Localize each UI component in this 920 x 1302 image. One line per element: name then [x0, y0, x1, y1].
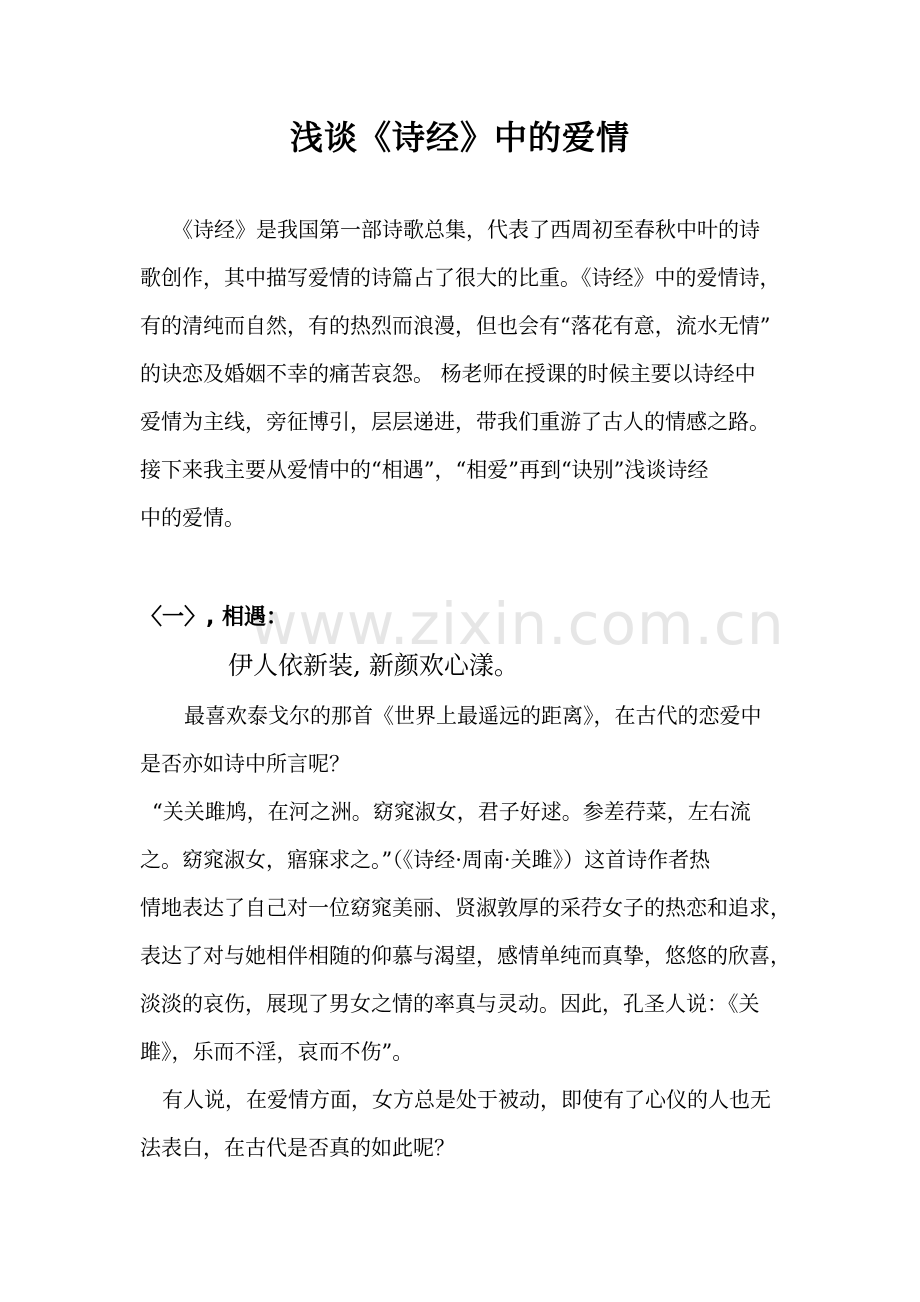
section-paragraph-2	[140, 788, 800, 1076]
paragraph-line: 淡淡的哀伤，展现了男女之情的率真与灵动。因此，孔圣人说：《关	[140, 992, 760, 1016]
intro-line: 接下来我主要从爱情中的“相遇”，“相爱”再到“诀别”浅谈诗经	[140, 458, 709, 482]
intro-line: 歌创作，其中描写爱情的诗篇占了很大的比重。《诗经》中的爱情诗，	[140, 266, 781, 290]
intro-line: 的诀恋及婚姻不幸的痛苦哀怨。 杨老师在授课的时候主要以诗经中	[140, 362, 756, 386]
intro-paragraph	[140, 206, 800, 542]
intro-line: 《诗经》是我国第一部诗歌总集，代表了西周初至春秋中叶的诗	[172, 218, 760, 242]
paragraph-line: 是否亦如诗中所言呢？	[140, 752, 350, 776]
paragraph-line: 雎》，乐而不淫，哀而不伤”。	[140, 1040, 414, 1064]
section-heading: 〈一〉, 相遇：	[140, 605, 289, 630]
paragraph-line: 情地表达了自己对一位窈窕美丽、贤淑敦厚的采荇女子的热恋和追求，	[140, 896, 791, 920]
paragraph-line: 有人说，在爱情方面，女方总是处于被动，即使有了心仪的人也无	[162, 1088, 771, 1112]
section-paragraph-3	[140, 1076, 800, 1172]
intro-line: 中的爱情。	[140, 506, 245, 530]
paragraph-line: 法表白，在古代是否真的如此呢？	[140, 1136, 455, 1160]
paragraph-line: 最喜欢泰戈尔的那首《世界上最遥远的距离》，在古代的恋爱中	[184, 704, 762, 728]
paragraph-line: 之。窈窕淑女，寤寐求之。”（《诗经·周南·关雎》）这首诗作者热	[140, 848, 711, 872]
intro-line: 有的清纯而自然，有的热烈而浪漫，但也会有“落花有意，流水无情”	[140, 314, 771, 338]
section-paragraph-1	[140, 692, 800, 788]
document-title: 浅谈《诗经》中的爱情	[290, 118, 630, 157]
watermark: www.zixin.com.cn	[250, 590, 785, 658]
paragraph-line: “关关雎鸠，在河之洲。窈窕淑女，君子好逑。参差荇菜，左右流	[152, 800, 751, 824]
paragraph-line: 表达了对与她相伴相随的仰慕与渴望，感情单纯而真挚，悠悠的欣喜，	[140, 944, 791, 968]
section-subtitle: 伊人依新装, 新颜欢心漾。	[228, 651, 519, 680]
intro-line: 爱情为主线，旁征博引，层层递进，带我们重游了古人的情感之路。	[140, 410, 770, 434]
